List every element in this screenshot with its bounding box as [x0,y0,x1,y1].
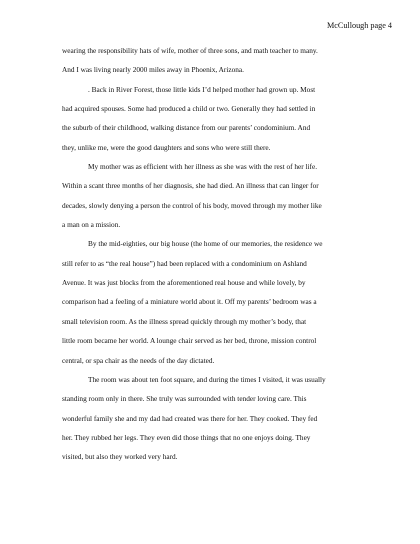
text-line: small television room. As the illness spread quickly through my mother’s body, that [62,316,307,326]
text-line: a man on a mission. [62,220,121,230]
text-line: standing room only in there. She truly was surrounded with tender loving care. This [62,394,307,404]
text-line: had acquired spouses. Some had produced a child or two. Generally they had settled in [62,104,316,114]
text-line: her. They rubbed her legs. They even did those things that no one enjoys doing. They [62,432,311,442]
text-line: the suburb of their childhood, walking distance from our parents’ condominium. And [62,123,311,133]
paragraph [62,41,378,80]
paragraph [62,157,378,234]
body-text [62,41,378,467]
text-line: And I was living nearly 2000 miles away in Phoenix, Arizona. [62,65,244,75]
text-line: visited, but also they worked very hard. [62,452,178,462]
text-line: decades, slowly denying a person the control of his body, moved through my mother like [62,200,322,210]
text-line: Within a scant three months of her diagnosis, she had died. An illness that can linger for [62,181,319,191]
text-line: they, unlike me, were the good daughters and sons who were still there. [62,142,271,152]
text-line: still refer to as “the real house”) had been replaced with a condominium on Ashland [62,258,307,268]
text-line: The room was about ten foot square, and during the times I visited, it was usually [88,374,326,384]
text-line: wonderful family she and my dad had created was there for her. They cooked. They fed [62,413,318,423]
text-line: . Back in River Forest, those little kids I’d helped mother had grown up. Most [88,84,316,94]
text-line: By the mid-eighties, our big house (the home of our memories, the residence we [88,239,323,249]
paragraph [62,234,378,369]
text-line: comparison had a feeling of a miniature world about it. Off my parents’ bedroom was a [62,297,317,307]
running-head: McCullough page 4 [326,21,392,30]
text-line: central, or spa chair as the needs of the day dictated. [62,355,215,365]
text-line: My mother was as efficient with her illness as she was with the rest of her life. [88,162,318,172]
text-line: wearing the responsibility hats of wife, mother of three sons, and math teacher to many. [62,46,318,55]
paragraph [62,80,378,157]
text-line: Avenue. It was just blocks from the aforementioned real house and while lovely, by [62,278,306,288]
text-line: little room became her world. A lounge chair served as her bed, throne, mission control [62,336,317,346]
paragraph [62,370,378,467]
